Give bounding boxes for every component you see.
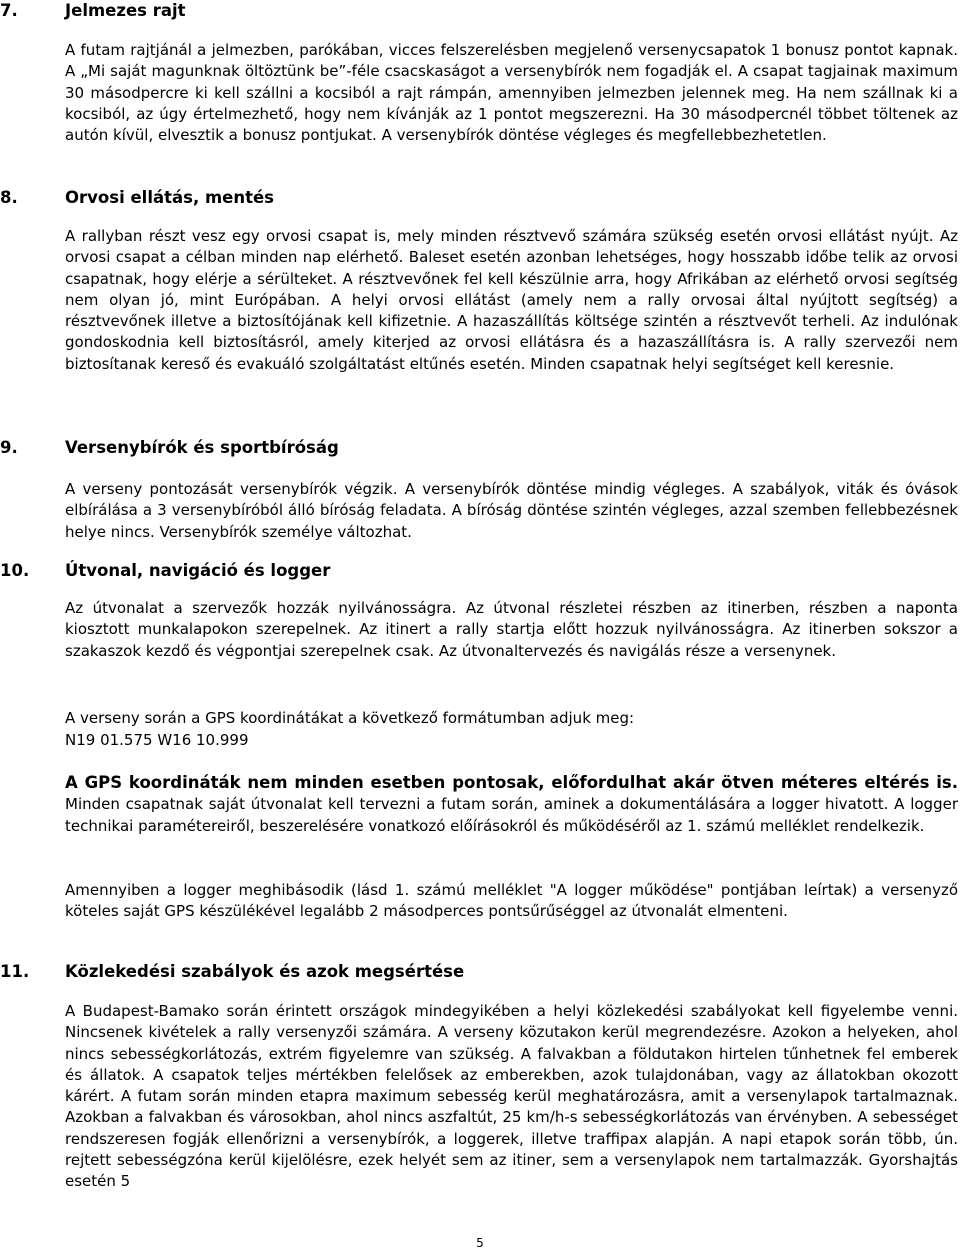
section-10-paragraph-route: Az útvonalat a szervezők hozzák nyilvánosságra. Az útvonal részletei részben az itinerben, részben a naponta kiosztott munkalapokon szerepelnek. Az itinert a rally startja előtt hozzuk nyilvánosságra. Az itinerben sokszor a szakaszok kezdő és végpontjai szerepelnek csak. Az útvonaltervezés és navigálás része a versenynek. bbox=[65, 599, 958, 660]
section-10-paragraph-logger bbox=[65, 772, 958, 837]
section-10-paragraph-logger-failure: Amennyiben a logger meghibásodik (lásd 1. számú melléklet "A logger működése" pontjában leírtak) a versenyző köteles saját GPS készülékével legalább 2 másodperces pontsűrűséggel az útvonalát elmenteni. bbox=[65, 881, 958, 921]
section-number: 9. bbox=[0, 438, 18, 457]
logger-text: Minden csapatnak saját útvonalat kell tervezni a futam során, aminek a dokumentálására a logger hivatott. A logger technikai paramétereiről, beszerelésére vonatkozó előírásokról és működéséről az 1. számú melléklet rendelkezik. bbox=[65, 795, 958, 835]
section-number: 8. bbox=[0, 188, 18, 207]
section-title: Versenybírók és sportbíróság bbox=[65, 438, 339, 457]
section-number: 10. bbox=[0, 561, 30, 580]
gps-accuracy-warning: A GPS koordináták nem minden esetben pontosak, előfordulhat akár ötven méteres eltérés is. bbox=[65, 773, 958, 792]
section-8-paragraph: A rallyban részt vesz egy orvosi csapat is, mely minden résztvevő számára szükség esetén orvosi ellátást nyújt. Az orvosi csapat a célban minden nap elérhető. Baleset esetén azonban lehetséges, hogy hosszabb időbe telik az orvosi csapatnak, hogy elérje a sérülteket. A résztvevőnek fel kell készülnie arra, hogy Afrikában az elérhető orvosi segítség nem olyan jó, mint Európában. A helyi orvosi ellátást (amely nem a rally orvosai által nyújtott segítség) a résztvevőnek illetve a biztosítójának kell kifizetnie. A hazaszállítás költsége szintén a résztvevőt terheli. Az indulónak gondoskodnia kell biztosításról, amely kiterjed az orvosi ellátásra és a hazaszállításra is. A rally szervezői nem biztosítanak kereső és evakuáló szolgáltatást eltűnés esetén. Minden csapatnak helyi segítséget kell keresnie. bbox=[65, 227, 958, 373]
section-10-gps-format-intro: A verseny során a GPS koordinátákat a következő formátumban adjuk meg: bbox=[65, 709, 635, 727]
section-title: Orvosi ellátás, mentés bbox=[65, 188, 274, 207]
section-title: Jelmezes rajt bbox=[65, 1, 186, 20]
section-title: Közlekedési szabályok és azok megsértése bbox=[65, 962, 465, 981]
section-7-paragraph: A futam rajtjánál a jelmezben, parókában, vicces felszerelésben megjelenő versenycsapatok 1 bonusz pontot kapnak. A „Mi saját magunknak öltöztünk be”-féle csacskaságot a versenybírók nem fogadják el. A csapat tagjainak maximum 30 másodpercre ki kell szállni a kocsiból a rajt rámpán, amennyiben jelmezben jelennek meg. Ha nem szállnak ki a kocsiból, az úgy értelmezhető, hogy nem kívánják az 1 pontot megszerezni. Ha 30 másodpercnél többet töltenek az autón kívül, elvesztik a bonusz pontjukat. A versenybírók döntése végleges és megfellebbezhetetlen. bbox=[65, 41, 958, 145]
page-number: 5 bbox=[476, 1236, 484, 1250]
section-number: 7. bbox=[0, 1, 18, 20]
section-number: 11. bbox=[0, 962, 30, 981]
section-9-paragraph: A verseny pontozását versenybírók végzik. A versenybírók döntése mindig végleges. A szabályok, viták és óvások elbírálása a 3 versenybíróból álló bíróság feladata. A bíróság döntése szintén végleges, azzal szemben fellebbezésnek helye nincs. Versenybírók személye változhat. bbox=[65, 480, 958, 541]
section-title: Útvonal, navigáció és logger bbox=[65, 561, 331, 580]
section-11-paragraph: A Budapest-Bamako során érintett országok mindegyikében a helyi közlekedési szabályokat kell figyelembe venni. Nincsenek kivételek a rally versenyzői számára. A verseny közutakon kerül megrendezésre. Azokon a helyeken, ahol nincs sebességkorlátozás, extrém figyelemre van szükség. A falvakban a földutakon hirtelen tűnhetnek fel emberek és állatok. A csapatok teljes mértékben felelősek az emberekben, azok tulajdonában, vagy az állatokban okozott kárért. A futam során minden etapra maximum sebesség kerül meghatározásra, amit a versenylapok tartalmaznak. Azokban a falvakban és városokban, ahol nincs aszfaltút, 25 km/h-s sebességkorlátozás van érvényben. A sebességet rendszeresen fogják ellenőrizni a versenybírók, a loggerek, illetve traffipax alapján. A napi etapok során több, ún. rejtett sebességzóna kerül kijelölésre, ezek helyét sem az itiner, sem a versenylapok nem tartalmazzák. Gyorshajtás esetén 5 bbox=[65, 1002, 958, 1191]
section-10-gps-format-example: N19 01.575 W16 10.999 bbox=[65, 731, 249, 749]
